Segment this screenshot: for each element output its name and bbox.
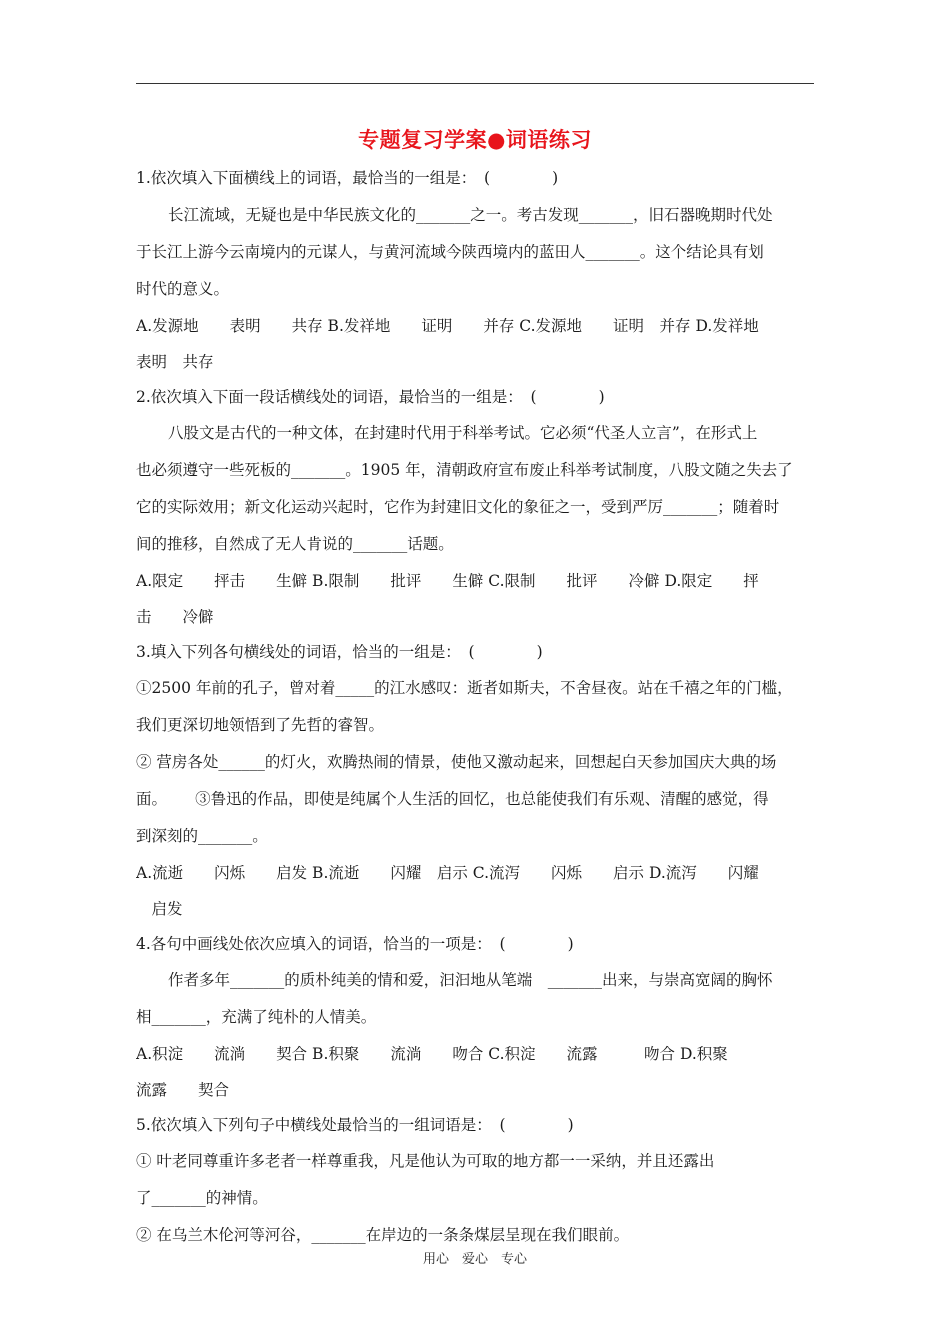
page-footer: 用心 爱心 专心 — [422, 1252, 527, 1267]
q5-sentence-line: ① 叶老同尊重许多老者一样尊重我，凡是他认为可取的地方都一一采纳，并且还露出 — [136, 1152, 715, 1170]
q1-passage-line: 于长江上游今云南境内的元谋人，与黄河流域今陕西境内的蓝田人_______。这个结论具有划 — [136, 243, 764, 261]
q2-options: 击 冷僻 — [136, 608, 214, 626]
q1-passage-line: 长江流域，无疑也是中华民族文化的_______之一。考古发现_______，旧石器晚期时代处 — [168, 206, 773, 224]
q3-sentence-line: 到深刻的_______。 — [136, 827, 268, 845]
q3-options: 启发 — [136, 900, 183, 918]
q1-options: 表明 共存 — [136, 353, 214, 371]
q3-options: A.流逝 闪烁 启发 B.流逝 闪耀 启示 C.流泻 闪烁 启示 D.流泻 闪耀 — [136, 864, 759, 882]
q4-options: A.积淀 流淌 契合 B.积聚 流淌 吻合 C.积淀 流露 吻合 D.积聚 — [136, 1045, 728, 1063]
q2-passage-line: 它的实际效用；新文化运动兴起时，它作为封建旧文化的象征之一，受到严厉_______；随着时 — [136, 498, 780, 516]
q2-passage-line: 八股文是古代的一种文体，在封建时代用于科举考试。它必须“代圣人立言”，在形式上 — [168, 424, 758, 442]
document-body — [136, 160, 816, 1254]
q2-options: A.限定 抨击 生僻 B.限制 批评 生僻 C.限制 批评 冷僻 D.限定 抨 — [136, 572, 759, 590]
q1-options: A.发源地 表明 共存 B.发祥地 证明 并存 C.发源地 证明 并存 D.发祥地 — [136, 317, 759, 335]
q5-stem: 5.依次填入下列句子中横线处最恰当的一组词语是： ( ) — [136, 1116, 574, 1134]
q5-sentence-line: 了_______的神情。 — [136, 1189, 268, 1207]
q4-options: 流露 契合 — [136, 1081, 230, 1099]
q3-sentence-line: ①2500 年前的孔子，曾对着_____的江水感叹：逝者如斯夫，不舍昼夜。站在千禧之年的门槛， — [136, 679, 793, 697]
q1-stem: 1.依次填入下面横线上的词语，最恰当的一组是： ( ) — [136, 169, 559, 187]
q3-sentence-line: ② 营房各处______的灯火，欢腾热闹的情景，使他又激动起来，回想起白天参加国庆大典的场 — [136, 753, 777, 771]
q4-passage-line: 相_______，充满了纯朴的人情美。 — [136, 1008, 377, 1026]
q4-passage-line: 作者多年_______的质朴纯美的情和爱，汩汩地从笔端 _______出来，与崇高宽阔的胸怀 — [168, 971, 773, 989]
q2-stem: 2.依次填入下面一段话横线处的词语，最恰当的一组是： ( ) — [136, 388, 605, 406]
q3-stem: 3.填入下列各句横线处的词语，恰当的一组是： ( ) — [136, 643, 543, 661]
q3-sentence-line: 我们更深切地领悟到了先哲的睿智。 — [136, 716, 385, 734]
q3-sentence-line: 面。 ③鲁迅的作品，即使是纯属个人生活的回忆，也总能使我们有乐观、清醒的感觉，得 — [136, 790, 769, 808]
q4-stem: 4.各句中画线处依次应填入的词语，恰当的一项是： ( ) — [136, 935, 574, 953]
q5-sentence-line: ② 在乌兰木伦河等河谷，_______在岸边的一条条煤层呈现在我们眼前。 — [136, 1226, 630, 1244]
q2-passage-line: 也必须遵守一些死板的_______。1905 年，清朝政府宣布废止科举考试制度，八股文随之失去了 — [136, 461, 793, 479]
page-title: 专题复习学案●词语练习 — [358, 128, 592, 152]
q2-passage-line: 间的推移，自然成了无人肯说的_______话题。 — [136, 535, 454, 553]
q1-passage-line: 时代的意义。 — [136, 280, 230, 298]
header-rule — [136, 83, 814, 84]
